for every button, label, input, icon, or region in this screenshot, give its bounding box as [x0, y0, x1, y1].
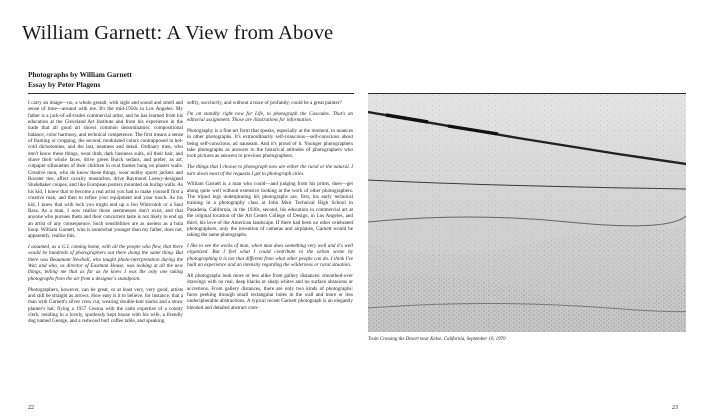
- header-rule-left: [28, 93, 354, 94]
- paragraph: I carry an image—no, a whole gestalt, with sight and sound and smell and sense of time—around with me. It's the mid-1950s in Los Angeles. My father is a jack-of-all-trades commercial artist, and he has learned from his education at the Cleveland Art Institute and from his experience in the trade that all good art shows common denominators: compositional balance, color harmony, and technical competence. The first means a sense of framing or cropping, the second, modulated colors contrapposed in hot-cold dichotomies, and the last, neatness and detail. Ordinary men, who don't know these things, wear drab, dark business suits, oil their hair, and shave their whole faces, drive green Buick sedans, and prefer, as art, cutpaper silhouettes of their children in oval frames hung on plaster walls. Creative men, who do know these things, wear nubby sports jackets and Rooster ties, affect cavalry mustaches, drive Raymond Loewy-designed Studebaker coupes, and like European posters mounted on burlap walls. As his kid, I knew that to become a real artist you had to make yourself first a creative man, and then to refine your equipment and your touch. As his kid, I knew that with luck you might end up a Jon Whitcomb or a Saul Bass. As a man, I now realize those seemnesses don't exist, and that anyone who pursues them and their concurrent taste is not likely to end up an artist of any consequence. Such sensibilities are as useless as a hula hoop. William Garnett, who is somewhat younger than my father, does not, apparently, realize this.: [28, 100, 183, 240]
- paragraph: I assumed, as a G.I. coming home, with all the people who flew, that there would be hundreds of photographers out there doing the same thing. But there was Beaumont Newhall, who taught photo-interpretation during the War, and who, as director of Eastman House, was looking at all the new things, telling me that as far as he knew I was the only one taking photographs from the air from a designer's standpoint.: [28, 244, 183, 282]
- article-title: William Garnett: A View from Above: [22, 22, 334, 44]
- photo-caption: Train Crossing the Desert near Kelso, California, September 10, 1970: [368, 337, 506, 342]
- paragraph: I'm on standby right now for Life, to photograph the Cascades. That's an editorial assignment. Those are illustrations for information.: [187, 110, 353, 124]
- paragraph: I like to see the works of man, when man does something very well and it's well organized. But I feel what I could contribute to the urban scene by photographing it is not that different from what other people can do. I think I've built an experience and an intensity regarding the wilderness or rural situation.: [187, 243, 353, 269]
- page-number-right: 23: [672, 405, 678, 411]
- book-gutter: [358, 0, 359, 420]
- aerial-photograph: [368, 94, 686, 332]
- paragraph: Photographers, however, can be great, or at least very, very good, artists and still be straight as arrows. How easy is it to believe, for instance, that a man with Garnett's silver crew cut, wearing double-knit slacks and a straw planter's hat, flying a 1957 Cessna with the calm expertise of a county clerk, residing in a lovely, spotlessly kept house with his wife, a friendly dog named George, and a redwood burl coffee table, and speaking: [28, 286, 183, 325]
- paragraph: softly, succinctly, and without a trace of profanity, could be a great painter?: [187, 100, 342, 106]
- paragraph: William Garnett is a man who could—and judging from his prints, does—get along quite well without extensive looking at the work of other photographers. The tripod legs underpinning his photographs are, first, his early technical training in a photography class at John Muir Technical High School in Pasadena, California, in the 1930s, second, his education in commercial art at the original location of the Art Center College of Design, in Los Angeles, and third, his love of the American landscape. If there had been no other celebrated photographers, only the invention of cameras and airplanes, Garnett would be taking the same photographs.: [187, 181, 353, 239]
- photo-drawing-icon: [368, 94, 686, 332]
- page-number-left: 22: [28, 405, 34, 411]
- byline-photographer: Photographs by William Garnett: [28, 70, 132, 79]
- paragraph: The things that I choose to photograph now are either the rural or the natural. I turn down most of the requests I get to photograph cities.: [187, 164, 353, 177]
- paragraph: Photography is a fine-art form that speaks, especially at the moment, to nuances in other photographs. It's extraordinarily self-conscious—self-conscious about being self-conscious, ad nauseam. And it's proud of it. Younger photographers take photographs as answers to the historical attitudes of photographers who took pictures as answers to previous photographers.: [187, 128, 353, 160]
- text-column-1: [28, 100, 183, 329]
- paragraph: All photographs look more or less alike from gallery distances: smoothed-over drawings with no real, deep blacks or sharp whites and no surface abrasions or accretions. From gallery distances, there are only two kinds of photographs: faces peeking through small rectangular holes in the wall and more or less undecipherable abstractions. A typical recent Garnett photograph is an elegantly blended and detailed abstract com-: [187, 272, 353, 311]
- text-column-2: [187, 100, 353, 315]
- byline: [28, 70, 132, 90]
- byline-essayist: Essay by Peter Plagens: [28, 80, 101, 89]
